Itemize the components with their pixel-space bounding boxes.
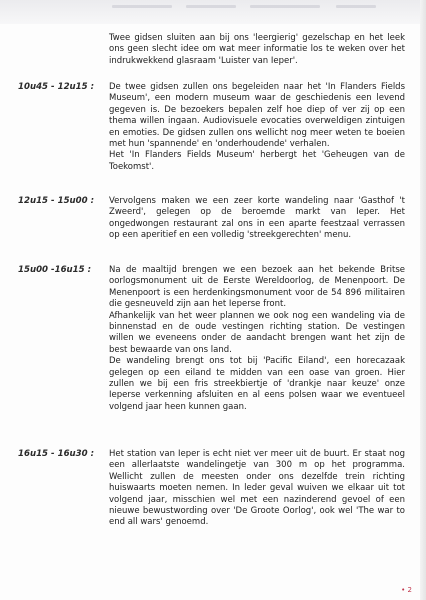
intro-text bbox=[109, 33, 405, 67]
page-number: • 2 bbox=[401, 586, 412, 594]
bleed-mark bbox=[250, 5, 320, 8]
bleed-mark bbox=[186, 5, 236, 8]
time-label: 12u15 - 15u00 : bbox=[18, 196, 95, 206]
section-paragraph: Na de maaltijd brengen we een bezoek aan het bekende Britse oorlogsmonument uit de Eerste Wereldoorlog, de Menenpoort. De Menenpoort is een herdenkingsmonument voor de 54 896 militairen die gesneuveld zijn aan het Ieperse front. bbox=[109, 265, 405, 310]
section-paragraph: Vervolgens maken we een zeer korte wandeling naar 'Gasthof 't Zweerd', gelegen op de beroemde markt van Ieper. Het ongedwongen restaurant zal ons in een aparte feestzaal verrassen op een aperitief en een volledig 'streekgerechten' menu. bbox=[109, 196, 405, 241]
section-text bbox=[109, 449, 405, 529]
section-text bbox=[109, 265, 405, 413]
section-paragraph: De wandeling brengt ons tot bij 'Pacific Eiland', een horecazaak gelegen op een eiland te midden van een oase van groen. Hier zullen we bij een fris streekbiertje of 'drankje naar keuze' onze Ieperse verkenning afsluiten en al eens polsen waar we eventueel volgend jaar heen kunnen gaan. bbox=[109, 356, 405, 412]
section-paragraph: Het 'In Flanders Fields Museum' herbergt het 'Geheugen van de Toekomst'. bbox=[109, 150, 405, 172]
section-text bbox=[109, 196, 405, 242]
time-label: 15u00 -16u15 : bbox=[18, 265, 92, 275]
bleed-mark bbox=[112, 5, 172, 8]
page-number-value: 2 bbox=[407, 586, 412, 594]
bleed-through-header bbox=[0, 0, 426, 24]
intro-paragraph: Twee gidsen sluiten aan bij ons 'leergierig' gezelschap en het leek ons geen slecht idee om wat meer informatie los te weken over het indrukwekkend glasraam 'Luister van Ieper'. bbox=[109, 33, 405, 66]
time-label: 10u45 - 12u15 : bbox=[18, 82, 95, 92]
section-paragraph: De twee gidsen zullen ons begeleiden naar het 'In Flanders Fields Museum', een modern museum waar de geschiedenis een levend gegeven is. De bezoekers bepalen zelf hoe diep of ver zij op een thema willen ingaan. Audiovisuele evocaties overweldigen zintuigen en emoties. De gidsen zullen ons wellicht nog meer weten te boeien met hun 'spannende' en 'onderhoudende' verhalen. bbox=[109, 82, 405, 150]
section-text bbox=[109, 82, 405, 173]
bleed-mark bbox=[336, 5, 376, 8]
section-paragraph: Het station van Ieper is echt niet ver meer uit de buurt. Er staat nog een allerlaatste wandelingetje van 300 m op het programma. Wellicht zullen de meesten onder ons dezelfde trein richting huiswaarts moeten nemen. In leder geval wuiven we elkaar uit tot volgend jaar, misschien wel met een nazinderend gevoel of een nieuwe bewustwording over 'De Groote Oorlog', ook wel 'The war to end all wars' genoemd. bbox=[109, 449, 405, 528]
section-paragraph: Afhankelijk van het weer plannen we ook nog een wandeling via de binnenstad en de oude vestingen richting station. De vestingen willen we eveneens onder de aandacht brengen want het zijn de best bewaarde van ons land. bbox=[109, 310, 405, 355]
page-edge bbox=[420, 0, 426, 600]
time-label: 16u15 - 16u30 : bbox=[18, 449, 95, 459]
